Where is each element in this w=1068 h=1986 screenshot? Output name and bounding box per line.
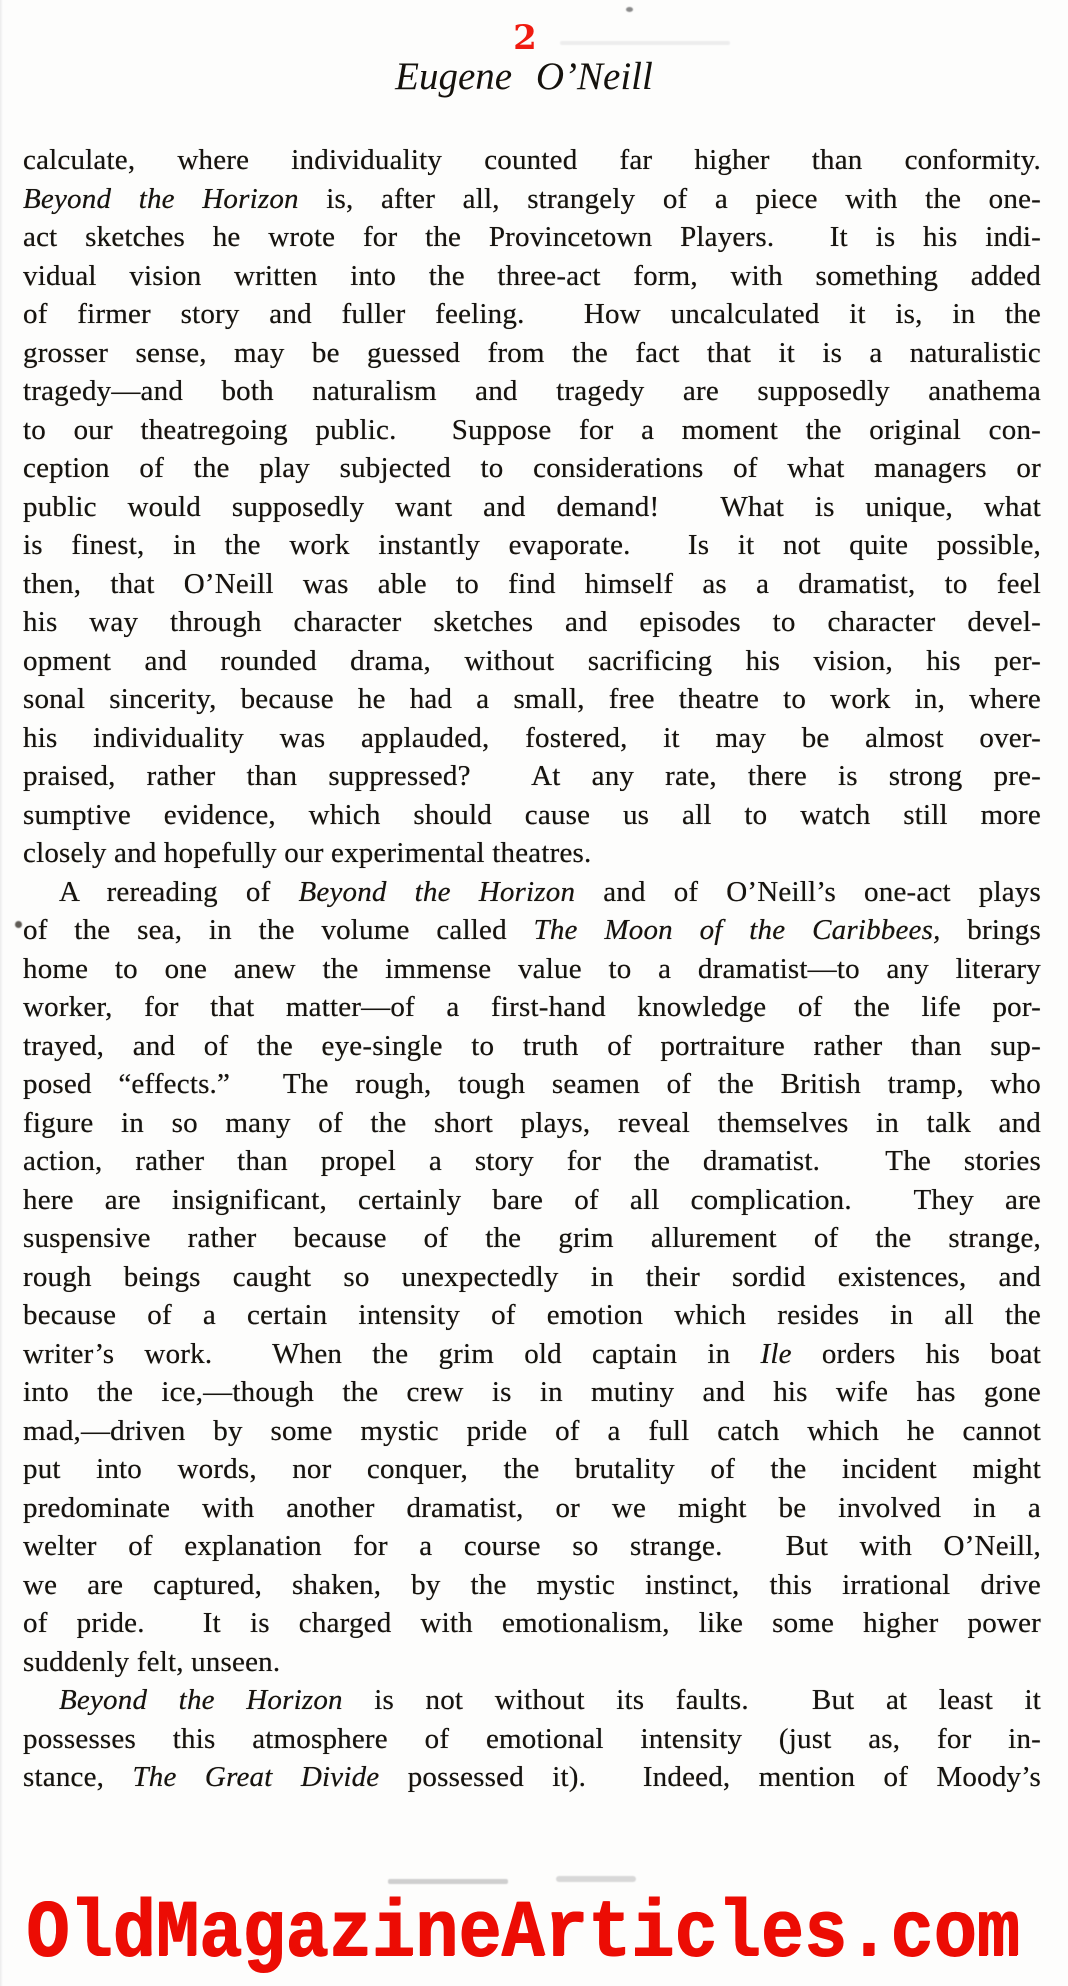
text-line: of pride. It is charged with emotionalism, like some higher power xyxy=(23,1607,1041,1639)
text-line: to our theatregoing public. Suppose for a moment the original con- xyxy=(23,413,1041,446)
text-line: figure in so many of the short plays, reveal themselves in talk and xyxy=(23,1106,1041,1139)
watermark-oldmagazinearticles: OldMagazineArticles.com xyxy=(26,1887,1020,1980)
text-line: of the sea, in the volume called The Moon of the Caribbees, brings xyxy=(23,914,1041,946)
scan-artifact xyxy=(388,1879,508,1884)
text-line: posed “effects.” The rough, tough seamen of the British tramp, who xyxy=(23,1068,1041,1100)
text-line: of firmer story and fuller feeling. How uncalculated it is, in the xyxy=(23,298,1041,330)
text-line: put into words, nor conquer, the brutality of the incident might xyxy=(23,1453,1041,1485)
text-line: is finest, in the work instantly evaporate. Is it not quite possible, xyxy=(23,529,1041,561)
text-line: suspensive rather because of the grim allurement of the strange, xyxy=(23,1222,1041,1254)
text-line: Beyond the Horizon is not without its faults. But at least it xyxy=(59,1684,1041,1716)
text-line: trayed, and of the eye-single to truth of portraiture rather than sup- xyxy=(23,1029,1041,1062)
text-line: calculate, where individuality counted far higher than conformity. xyxy=(23,144,1041,176)
text-line: sonal sincerity, because he had a small, free theatre to work in, where xyxy=(23,683,1041,715)
text-line: praised, rather than suppressed? At any rate, there is strong pre- xyxy=(23,760,1041,792)
text-line: home to one anew the immense value to a dramatist—to any literary xyxy=(23,952,1041,985)
text-line: possesses this atmosphere of emotional intensity (just as, for in- xyxy=(23,1722,1041,1755)
scan-artifact xyxy=(626,7,633,12)
text-line: because of a certain intensity of emotion which resides in all the xyxy=(23,1299,1041,1331)
text-line: closely and hopefully our experimental theatres. xyxy=(23,837,592,869)
text-line: welter of explanation for a course so strange. But with O’Neill, xyxy=(23,1530,1041,1562)
text-line: action, rather than propel a story for the dramatist. The stories xyxy=(23,1145,1041,1177)
text-line: here are insignificant, certainly bare of all complication. They are xyxy=(23,1183,1041,1216)
text-line: writer’s work. When the grim old captain in Ile orders his boat xyxy=(23,1337,1041,1370)
text-line: mad,—driven by some mystic pride of a full catch which he cannot xyxy=(23,1414,1041,1447)
text-line: vidual vision written into the three-act form, with something added xyxy=(23,259,1041,292)
text-line: into the ice,—though the crew is in mutiny and his wife has gone xyxy=(23,1376,1041,1408)
text-line: ception of the play subjected to considerations of what managers or xyxy=(23,452,1041,484)
text-line: act sketches he wrote for the Provincetown Players. It is his indi- xyxy=(23,221,1041,253)
article-body xyxy=(23,141,1041,1797)
text-line: sumptive evidence, which should cause us all to watch still more xyxy=(23,798,1041,831)
text-line: tragedy—and both naturalism and tragedy are supposedly anathema xyxy=(23,375,1041,407)
text-line: opment and rounded drama, without sacrificing his vision, his per- xyxy=(23,644,1041,677)
text-line: public would supposedly want and demand! What is unique, what xyxy=(23,490,1041,523)
text-line: worker, for that matter—of a first-hand knowledge of the life por- xyxy=(23,991,1041,1023)
text-line: grosser sense, may be guessed from the fact that it is a naturalistic xyxy=(23,336,1041,369)
scan-artifact xyxy=(15,921,22,928)
text-line: we are captured, shaken, by the mystic instinct, this irrational drive xyxy=(23,1568,1041,1601)
page-number: 2 xyxy=(513,18,537,58)
text-line: A rereading of Beyond the Horizon and of O’Neill’s one-act plays xyxy=(59,875,1042,908)
text-line: his individuality was applauded, fostered, it may be almost over- xyxy=(23,721,1041,754)
text-line: suddenly felt, unseen. xyxy=(23,1645,281,1678)
text-line: then, that O’Neill was able to find himself as a dramatist, to feel xyxy=(23,567,1041,600)
text-line: rough beings caught so unexpectedly in their sordid existences, and xyxy=(23,1260,1041,1293)
text-line: stance, The Great Divide possessed it). Indeed, mention of Moody’s xyxy=(23,1761,1041,1793)
text-line: predominate with another dramatist, or we might be involved in a xyxy=(23,1491,1041,1524)
scan-artifact xyxy=(556,1876,636,1882)
text-line: Beyond the Horizon is, after all, strangely of a piece with the one- xyxy=(23,182,1042,215)
page-title: Eugene O’Neill xyxy=(395,55,653,98)
text-line: his way through character sketches and episodes to character devel- xyxy=(23,606,1041,638)
